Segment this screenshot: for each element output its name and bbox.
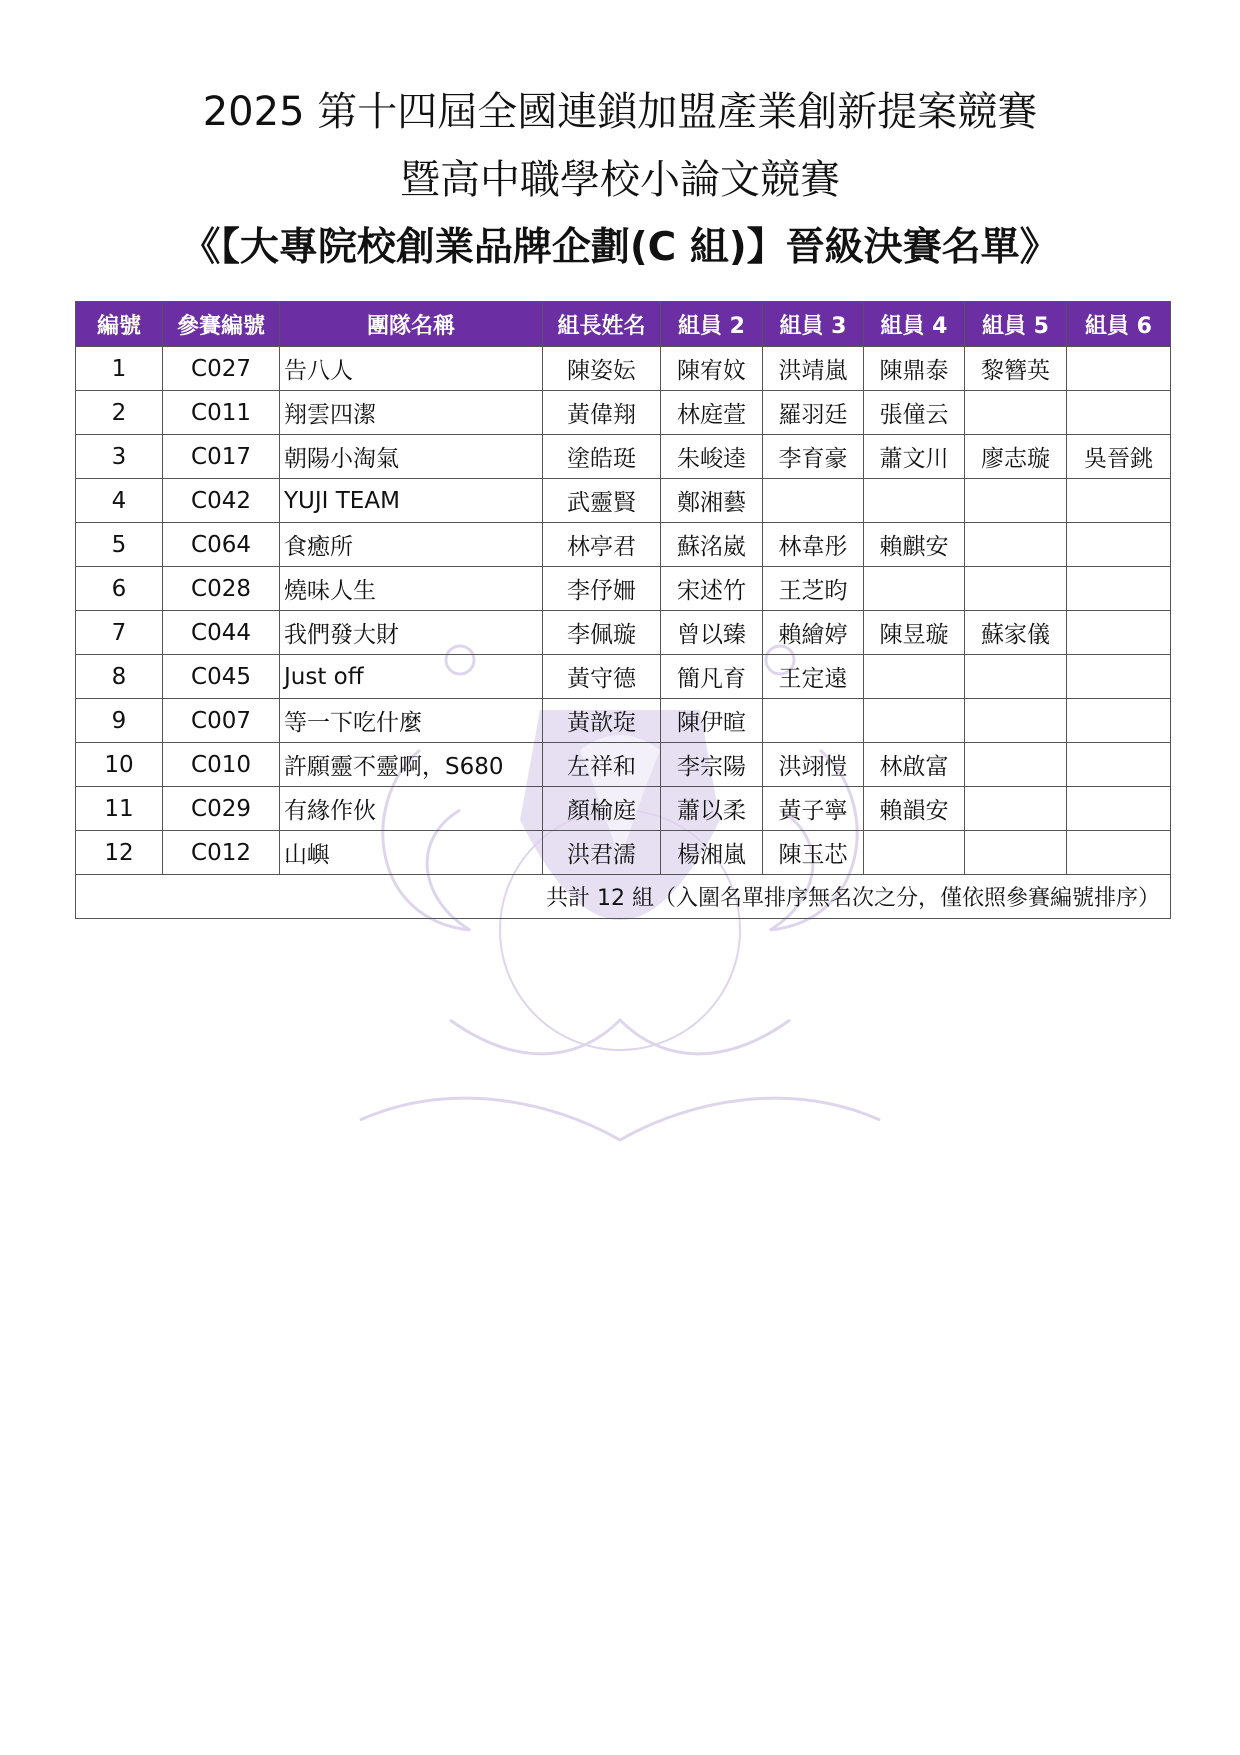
table-cell: 蘇洺崴 — [661, 523, 763, 567]
table-cell: 武靈賢 — [543, 479, 661, 523]
table-cell: 11 — [76, 787, 163, 831]
table-cell: 陳玉芯 — [763, 831, 864, 875]
table-cell: 張僮云 — [864, 391, 965, 435]
table-cell — [965, 699, 1067, 743]
table-cell — [965, 523, 1067, 567]
table-cell — [1067, 787, 1171, 831]
table-cell: 陳姿妘 — [543, 347, 661, 391]
table-cell: 塗皓珽 — [543, 435, 661, 479]
table-cell: 吳晉銚 — [1067, 435, 1171, 479]
table-cell: 李佩璇 — [543, 611, 661, 655]
header-cell: 組員 6 — [1067, 302, 1171, 347]
table-cell: 賴韻安 — [864, 787, 965, 831]
table-cell: 燒味人生 — [280, 567, 543, 611]
table-cell — [1067, 347, 1171, 391]
table-cell: 翔雲四潔 — [280, 391, 543, 435]
table-header-row — [76, 302, 1171, 347]
total-note: 共計 12 組（入圍名單排序無名次之分，僅依照參賽編號排序） — [76, 875, 1171, 919]
table-cell: C027 — [163, 347, 280, 391]
table-cell: 山嶼 — [280, 831, 543, 875]
table-cell — [763, 479, 864, 523]
table-cell: 洪君濡 — [543, 831, 661, 875]
table-cell: 陳鼎泰 — [864, 347, 965, 391]
table-cell: C007 — [163, 699, 280, 743]
table-cell: C011 — [163, 391, 280, 435]
table-cell: 顏榆庭 — [543, 787, 661, 831]
table-cell: 陳宥妏 — [661, 347, 763, 391]
table-cell: C045 — [163, 655, 280, 699]
table-cell: 5 — [76, 523, 163, 567]
table-cell — [965, 655, 1067, 699]
table-cell: YUJI TEAM — [280, 479, 543, 523]
table-body — [76, 347, 1171, 875]
table-row — [76, 743, 1171, 787]
table-row — [76, 699, 1171, 743]
table-cell: 李宗陽 — [661, 743, 763, 787]
table-cell: 洪翊愷 — [763, 743, 864, 787]
table-cell — [1067, 743, 1171, 787]
header-cell: 團隊名稱 — [280, 302, 543, 347]
header-cell: 組員 5 — [965, 302, 1067, 347]
table-cell: 4 — [76, 479, 163, 523]
table-cell — [1067, 479, 1171, 523]
table-cell: 朱峻逵 — [661, 435, 763, 479]
table-cell: 賴麒安 — [864, 523, 965, 567]
table-row — [76, 523, 1171, 567]
table-cell: 黃歆琁 — [543, 699, 661, 743]
table-cell: 王定遠 — [763, 655, 864, 699]
header-cell: 組員 2 — [661, 302, 763, 347]
table-cell — [1067, 523, 1171, 567]
table-cell: C064 — [163, 523, 280, 567]
title-line-3: 《【大專院校創業品牌企劃(C 組)】晉級決賽名單》 — [181, 225, 1059, 270]
title-line-2: 暨高中職學校小論文競賽 — [400, 157, 840, 203]
table-cell: 8 — [76, 655, 163, 699]
table-cell: 鄭湘藝 — [661, 479, 763, 523]
table-row — [76, 435, 1171, 479]
table-cell — [965, 567, 1067, 611]
table-cell: 洪靖嵐 — [763, 347, 864, 391]
table-cell: C042 — [163, 479, 280, 523]
table-cell — [1067, 611, 1171, 655]
table-cell — [864, 479, 965, 523]
table-cell — [965, 831, 1067, 875]
table-row — [76, 787, 1171, 831]
table-cell: 宋述竹 — [661, 567, 763, 611]
table-cell: 賴繪婷 — [763, 611, 864, 655]
table-cell: 3 — [76, 435, 163, 479]
table-cell: C012 — [163, 831, 280, 875]
header-cell: 組員 3 — [763, 302, 864, 347]
table-cell: C028 — [163, 567, 280, 611]
header-cell: 編號 — [76, 302, 163, 347]
table-cell — [864, 567, 965, 611]
table-cell: 左祥和 — [543, 743, 661, 787]
table-cell — [1067, 391, 1171, 435]
table-row — [76, 611, 1171, 655]
table-cell: 林韋彤 — [763, 523, 864, 567]
table-cell: C017 — [163, 435, 280, 479]
table-cell: 6 — [76, 567, 163, 611]
table-cell — [965, 479, 1067, 523]
table-cell: 蘇家儀 — [965, 611, 1067, 655]
table-cell: 許願靈不靈啊，S680 — [280, 743, 543, 787]
table-cell: 2 — [76, 391, 163, 435]
table-cell: 廖志璇 — [965, 435, 1067, 479]
table-footer-row — [76, 875, 1171, 919]
table-row — [76, 567, 1171, 611]
table-row — [76, 655, 1171, 699]
table-cell — [864, 831, 965, 875]
table-cell: 蕭文川 — [864, 435, 965, 479]
table-cell: 黃子寧 — [763, 787, 864, 831]
table-cell: 陳伊暄 — [661, 699, 763, 743]
table-cell: 食癒所 — [280, 523, 543, 567]
table-cell: 簡凡育 — [661, 655, 763, 699]
table-cell: 羅羽廷 — [763, 391, 864, 435]
table-cell: 林庭萱 — [661, 391, 763, 435]
table-cell — [864, 655, 965, 699]
table-cell: 黃偉翔 — [543, 391, 661, 435]
table-cell: 等一下吃什麼 — [280, 699, 543, 743]
table-cell: 朝陽小淘氣 — [280, 435, 543, 479]
table-cell — [1067, 655, 1171, 699]
table-cell: 9 — [76, 699, 163, 743]
table-cell: 我們發大財 — [280, 611, 543, 655]
table-cell — [864, 699, 965, 743]
table-cell: 李育豪 — [763, 435, 864, 479]
title-line-1: 2025 第十四屆全國連鎖加盟產業創新提案競賽 — [202, 89, 1038, 135]
table-cell — [965, 787, 1067, 831]
table-cell — [965, 743, 1067, 787]
header-cell: 參賽編號 — [163, 302, 280, 347]
table-cell: 林亭君 — [543, 523, 661, 567]
table-row — [76, 831, 1171, 875]
table-cell: Just off — [280, 655, 543, 699]
table-row — [76, 479, 1171, 523]
table-cell: 王芝昀 — [763, 567, 864, 611]
table-row — [76, 391, 1171, 435]
table-cell — [965, 391, 1067, 435]
table-cell: 陳昱璇 — [864, 611, 965, 655]
table-row — [76, 347, 1171, 391]
table-cell: 楊湘嵐 — [661, 831, 763, 875]
table-cell: 告八人 — [280, 347, 543, 391]
finalists-table-container — [75, 301, 1170, 919]
header-cell: 組員 4 — [864, 302, 965, 347]
table-cell: 黎簪英 — [965, 347, 1067, 391]
table-cell — [1067, 699, 1171, 743]
table-cell: 曾以臻 — [661, 611, 763, 655]
title-block — [0, 78, 1240, 282]
table-cell: C044 — [163, 611, 280, 655]
table-cell: 7 — [76, 611, 163, 655]
table-cell: 12 — [76, 831, 163, 875]
table-cell: 黃守德 — [543, 655, 661, 699]
table-cell — [763, 699, 864, 743]
table-cell — [1067, 567, 1171, 611]
header-cell: 組長姓名 — [543, 302, 661, 347]
table-cell: C029 — [163, 787, 280, 831]
table-cell: 林啟富 — [864, 743, 965, 787]
table-cell — [1067, 831, 1171, 875]
table-cell: C010 — [163, 743, 280, 787]
table-cell: 蕭以柔 — [661, 787, 763, 831]
table-cell: 10 — [76, 743, 163, 787]
table-cell: 1 — [76, 347, 163, 391]
table-cell: 有緣作伙 — [280, 787, 543, 831]
finalists-table — [75, 301, 1171, 919]
table-cell: 李伃姍 — [543, 567, 661, 611]
